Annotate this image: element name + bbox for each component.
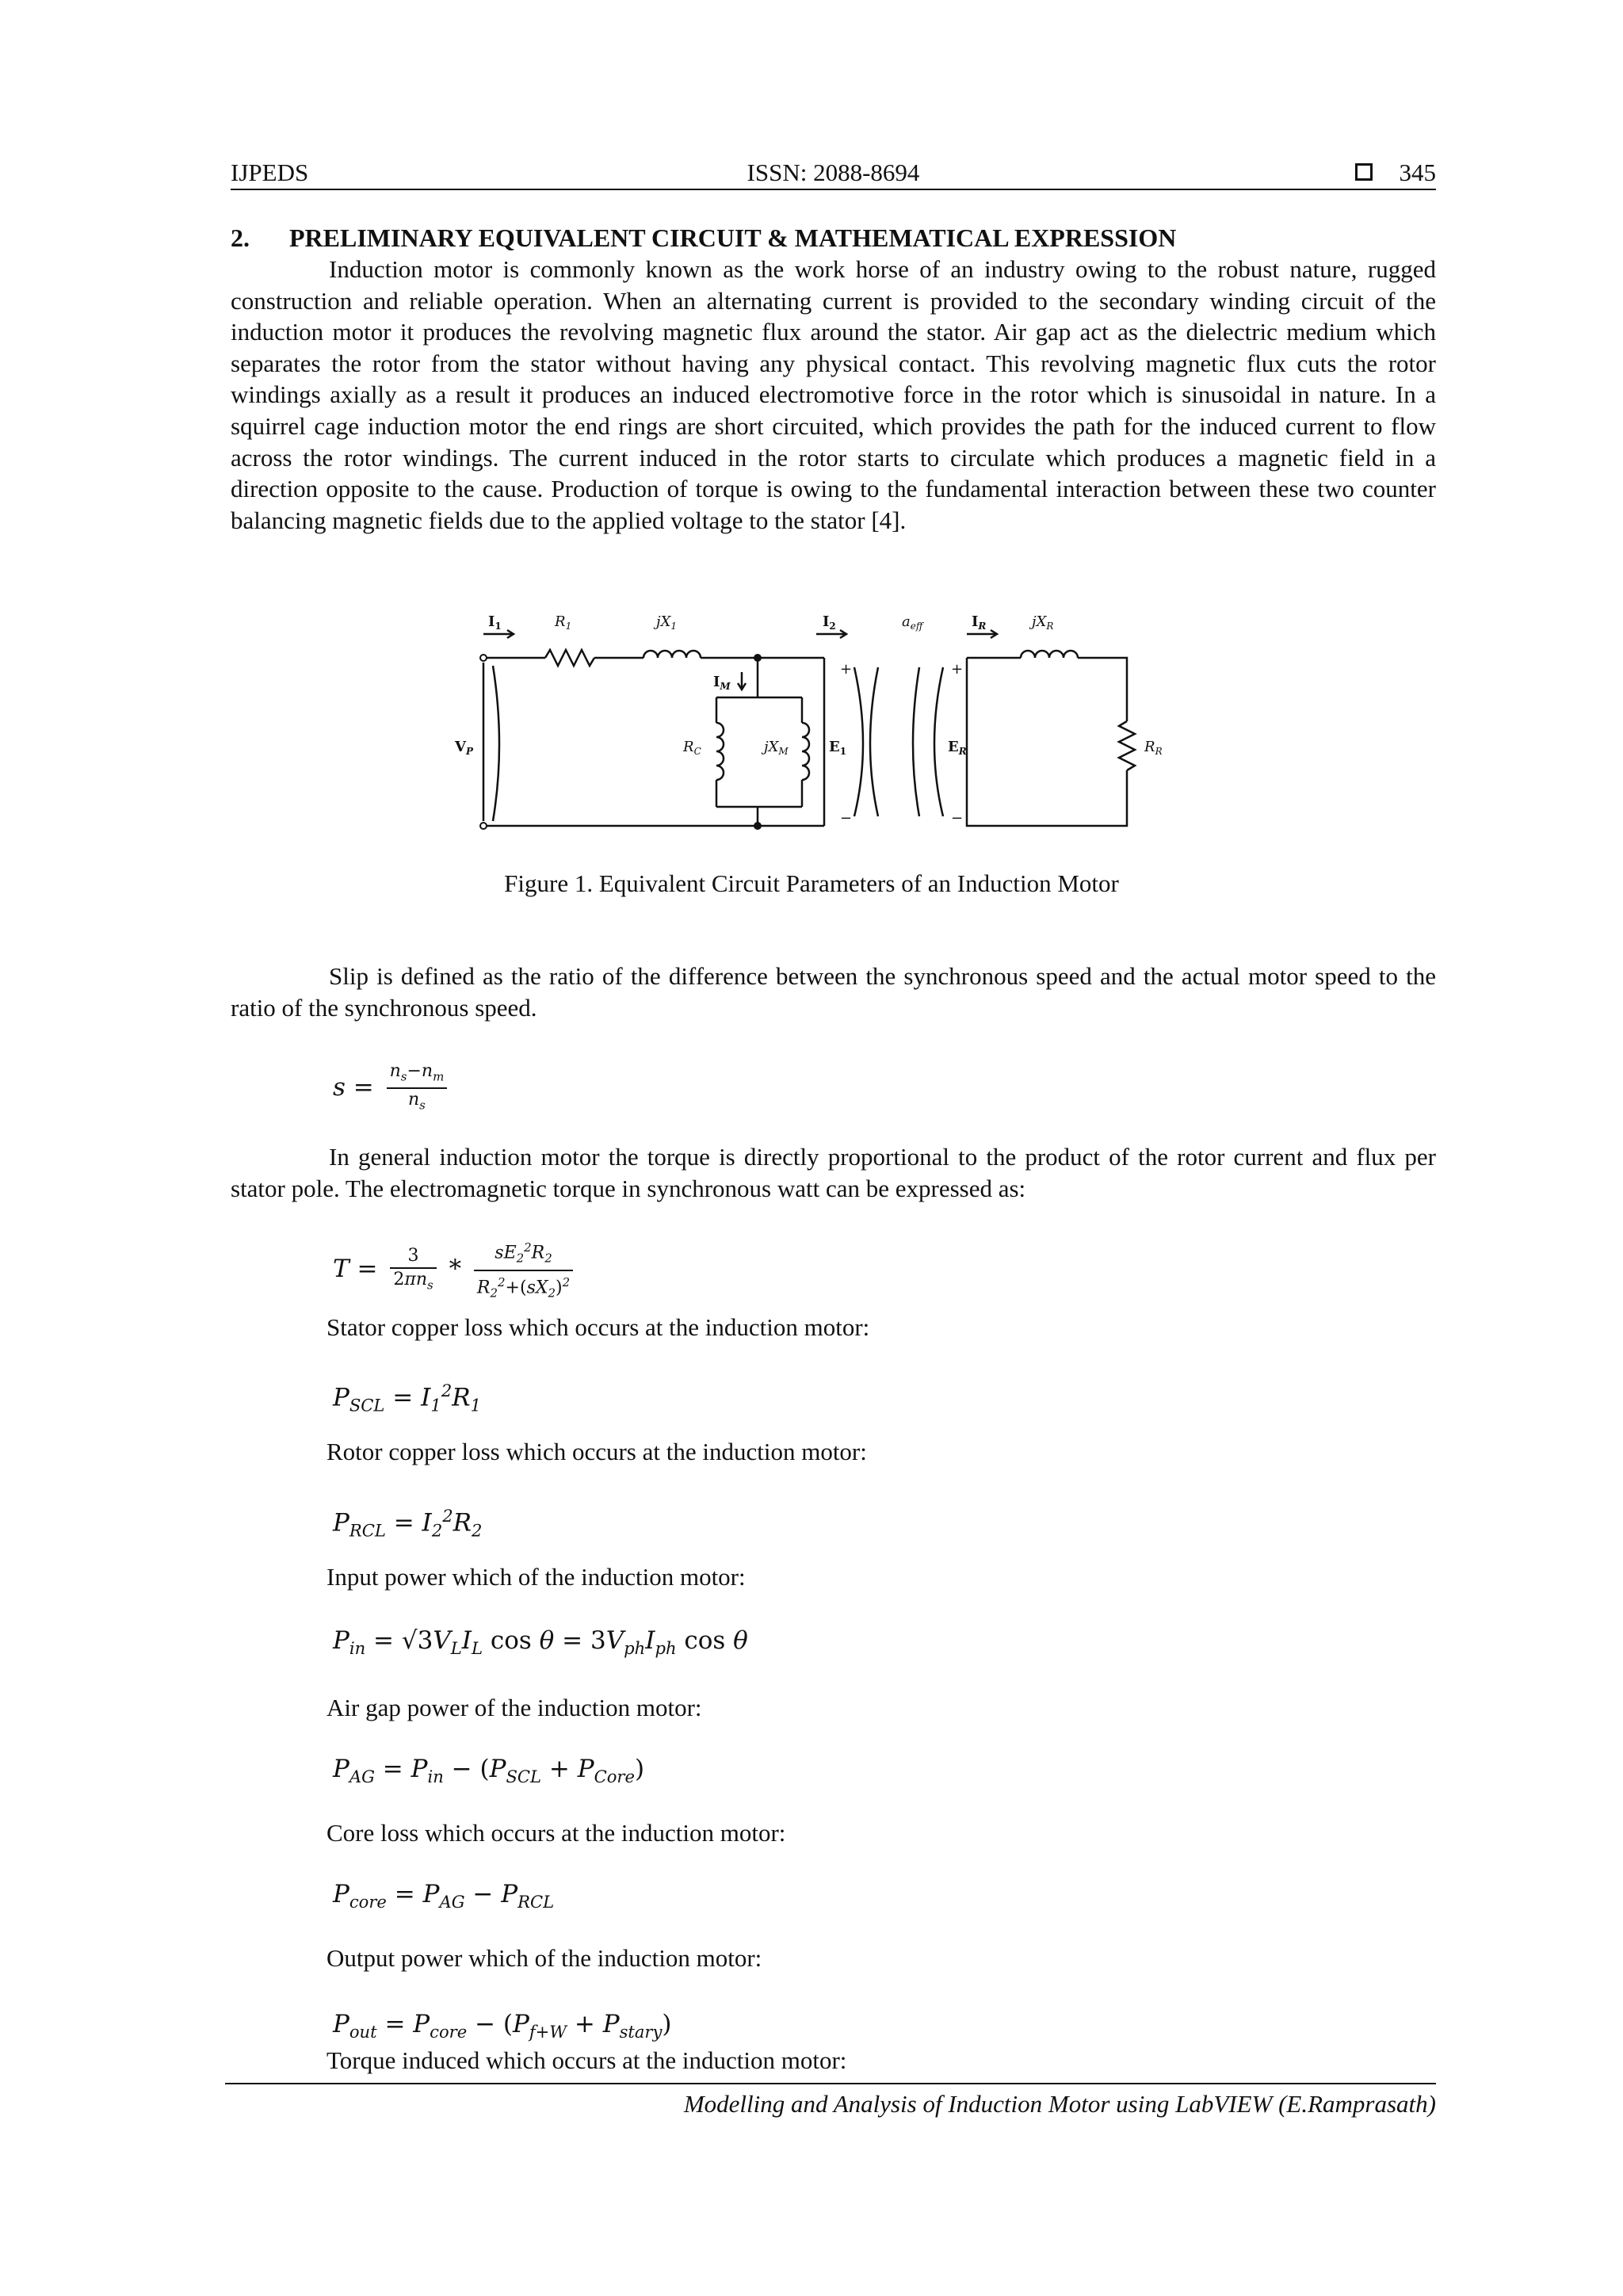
section-number: 2.	[231, 223, 250, 252]
header-rule	[231, 189, 1436, 190]
svg-text:jX1: $jX_1$	[653, 613, 677, 632]
equation-torque: T = $\frac{3}{2\pi n_s}$ * $\frac{sE_2^2R_2}{R_2^2+(sX_2)^2}$	[333, 1236, 578, 1304]
label-vp: V	[455, 739, 466, 755]
journal-name: IJPEDS	[231, 159, 309, 186]
label-ir: I	[972, 613, 979, 630]
airgap-power-label: Air gap power of the induction motor:	[327, 1694, 702, 1721]
arrow-im	[738, 672, 746, 690]
svg-text:aeff: $a_{eff}$	[902, 613, 923, 632]
resistor-r1	[545, 650, 594, 666]
junction-dot	[754, 822, 762, 830]
svg-text:RR: $R_R$	[1144, 739, 1163, 757]
svg-text:E1: $E_1$	[829, 739, 847, 757]
label-im: I	[713, 674, 720, 690]
equation-airgap-power: $P_{AG} = P_{in} - (P_{SCL} + P_{Core})$	[333, 1755, 645, 1787]
running-footer: Modelling and Analysis of Induction Motor using LabVIEW (E.Ramprasath)	[683, 2090, 1436, 2118]
wire	[967, 658, 1127, 826]
svg-text:VP: $V_P$	[455, 739, 473, 757]
page-number: 345	[1399, 159, 1436, 186]
inductor-jxr	[1021, 651, 1078, 658]
svg-text:RC: $R_C$	[683, 739, 701, 757]
running-header	[231, 155, 1436, 190]
svg-text:jXR: $jX_R$	[1029, 613, 1053, 632]
resistor-rr	[1119, 721, 1135, 770]
inductor-jx1	[643, 651, 701, 658]
plus-sign-e1: +	[840, 661, 853, 678]
rotor-loss-label: Rotor copper loss which occurs at the induction motor:	[327, 1438, 867, 1465]
equation-rotor-loss: $P_{RCL} = I_2^2R_2$	[333, 1506, 483, 1541]
inductor-rc	[716, 723, 724, 780]
terminal	[480, 655, 487, 661]
equation-core-loss: $P_{core} = P_{AG} - P_{RCL}$	[333, 1880, 555, 1912]
inductor-jxm	[802, 723, 809, 780]
label-jx1: jX	[656, 613, 671, 630]
label-rc: R	[683, 739, 694, 755]
footer-rule	[225, 2083, 1436, 2084]
svg-text:R1: $R_1$	[555, 613, 572, 632]
label-aeff: a	[902, 613, 911, 630]
source-vp	[493, 666, 499, 821]
terminal	[480, 823, 487, 829]
figure-caption: Figure 1. Equivalent Circuit Parameters of an Induction Motor	[504, 869, 1119, 897]
svg-text:I1: $I_1$	[488, 613, 502, 632]
winding-e1-arc	[870, 667, 878, 816]
svg-text:ER: $E_R$	[948, 739, 967, 757]
equation-slip: s = $\frac{n_s-n_m}{n_s}$	[333, 1060, 452, 1117]
label-jxr: jX	[1032, 613, 1047, 630]
equation-output-power: $P_{out} = P_{core} - (P_{f+W} + P_{stary})$	[333, 2010, 672, 2042]
equation-stator-loss: $P_{SCL} = I_1^2R_1$	[333, 1381, 481, 1415]
minus-sign-er: −	[951, 810, 964, 827]
equation-input-power: $P_{in} = √3V_LI_L$ $\cos \theta = 3V_{ph}I_{ph}$ cos θ	[333, 1626, 748, 1659]
svg-text:IR: $I_R$	[972, 613, 987, 632]
checkbox-square-icon	[1355, 163, 1373, 181]
minus-sign-e1: −	[840, 810, 853, 827]
input-power-label: Input power which of the induction motor:	[327, 1563, 746, 1591]
winding-er-arc	[913, 667, 919, 816]
output-power-label: Output power which of the induction motor:	[327, 1944, 762, 1972]
svg-text:I2: $I_2$	[823, 613, 836, 632]
slip-paragraph: Slip is defined as the ratio of the difference between the synchronous speed and the actual motor speed to the ratio of the synchronous speed.	[231, 962, 1436, 1022]
label-rr: R	[1144, 739, 1155, 755]
section-heading	[231, 222, 1176, 254]
equivalent-circuit-diagram	[444, 610, 1236, 848]
label-jxm: jX	[764, 739, 779, 755]
winding-e1	[854, 667, 863, 816]
body-paragraph: Induction motor is commonly known as the work horse of an industry owing to the robust nature, rugged construction and reliable operation. When an alternating current is provided to the secondary winding circuit of the induction motor it produces the revolving magnetic flux around the stator. Air gap act as the dielectric medium which separates the rotor from the stator without having any physical contact. This revolving magnetic flux cuts the rotor windings axially as a result it produces an induced electromotive force in the rotor which is sinusoidal in nature. In a squirrel cage induction motor the end rings are short circuited, which provides the path for the induced current to flow across the rotor windings. The current induced in the rotor starts to circulate which produces a magnetic field in a direction opposite to the cause. Production of torque is owing to the fundamental interaction between these two counter balancing magnetic fields due to the applied voltage to the stator [4].	[231, 255, 1436, 534]
wire	[1078, 658, 1127, 721]
label-r1: R	[555, 613, 566, 630]
winding-er	[934, 667, 943, 816]
plus-sign-er: +	[951, 661, 964, 678]
label-e1: E	[829, 739, 840, 755]
torque-induced-label: Torque induced which occurs at the induction motor:	[327, 2046, 847, 2074]
svg-text:IM: $I_M$	[713, 674, 731, 692]
issn: ISSN: 2088-8694	[747, 159, 920, 186]
section-title: PRELIMINARY EQUIVALENT CIRCUIT & MATHEMATICAL EXPRESSION	[289, 223, 1177, 252]
svg-text:jXM: $jX_M$	[761, 739, 789, 757]
core-loss-label: Core loss which occurs at the induction motor:	[327, 1819, 786, 1847]
label-er: E	[948, 739, 959, 755]
junction-dot	[754, 654, 762, 662]
label-i1: I	[488, 613, 495, 630]
stator-loss-label: Stator copper loss which occurs at the induction motor:	[327, 1313, 870, 1341]
label-i2: I	[823, 613, 830, 630]
torque-paragraph: In general induction motor the torque is directly proportional to the product of the rotor current and flux per stator pole. The electromagnetic torque in synchronous watt can be expressed as:	[231, 1143, 1436, 1202]
